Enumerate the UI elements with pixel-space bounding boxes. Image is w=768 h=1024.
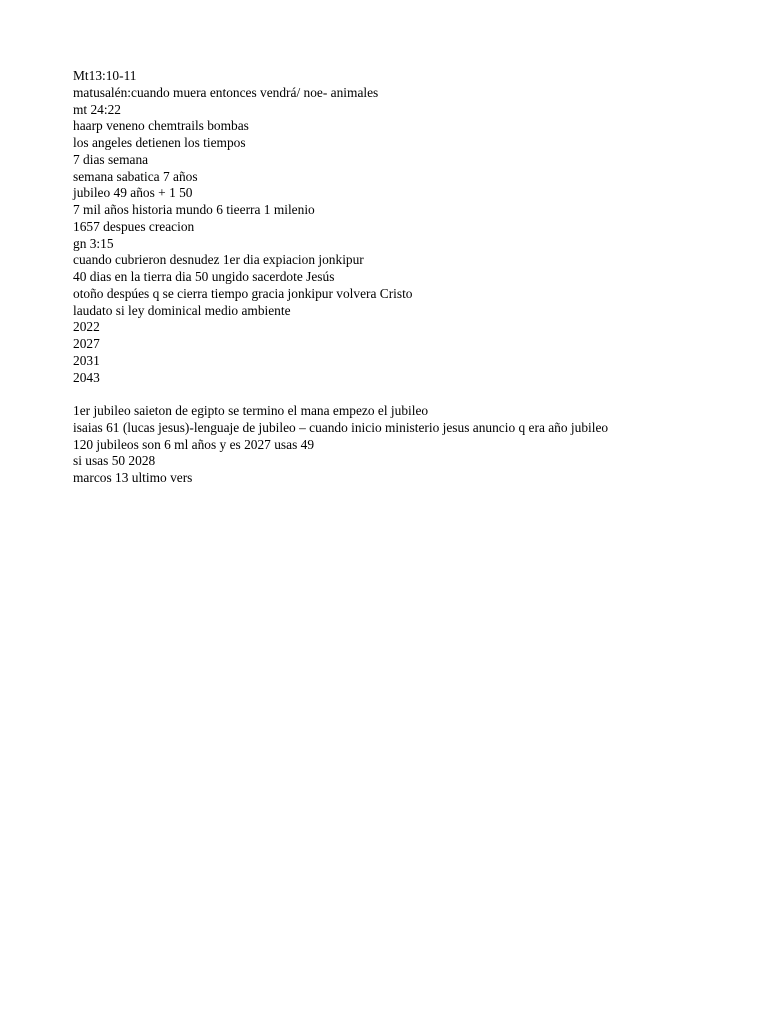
- text-line: isaias 61 (lucas jesus)-lenguaje de jubileo – cuando inicio ministerio jesus anuncio q era año jubileo: [73, 419, 609, 435]
- text-line: si usas 50 2028: [73, 453, 156, 469]
- text-line: 2043: [73, 369, 100, 385]
- text-line: otoño despúes q se cierra tiempo gracia jonkipur volvera Cristo: [73, 285, 413, 301]
- text-line: 40 dias en la tierra dia 50 ungido sacerdote Jesús: [73, 269, 335, 284]
- text-line: semana sabatica 7 años: [73, 168, 198, 184]
- text-line: cuando cubrieron desnudez 1er dia expiacion jonkipur: [73, 252, 364, 268]
- document-text: [73, 68, 753, 487]
- text-line: Mt13:10-11: [73, 68, 137, 83]
- text-line: mt 24:22: [73, 101, 121, 117]
- text-line: laudato si ley dominical medio ambiente: [73, 302, 291, 318]
- text-line: matusalén:cuando muera entonces vendrá/ noe- animales: [73, 84, 379, 100]
- text-line: 2027: [73, 336, 100, 351]
- blank-line: [73, 386, 753, 403]
- text-line: haarp veneno chemtrails bombas: [73, 118, 249, 134]
- text-line: marcos 13 ultimo vers: [73, 470, 193, 485]
- text-line: 2022: [73, 319, 100, 335]
- text-line: los angeles detienen los tiempos: [73, 135, 246, 150]
- text-line: 2031: [73, 352, 100, 368]
- text-line: 7 mil años historia mundo 6 tieerra 1 milenio: [73, 202, 315, 217]
- text-line: 120 jubileos son 6 ml años y es 2027 usas 49: [73, 436, 315, 452]
- text-line: jubileo 49 años + 1 50: [73, 185, 193, 201]
- text-line: 1657 despues creacion: [73, 218, 195, 234]
- text-line: 7 dias semana: [73, 151, 149, 167]
- text-line: gn 3:15: [73, 235, 114, 251]
- text-line: 1er jubileo saieton de egipto se termino el mana empezo el jubileo: [73, 403, 429, 418]
